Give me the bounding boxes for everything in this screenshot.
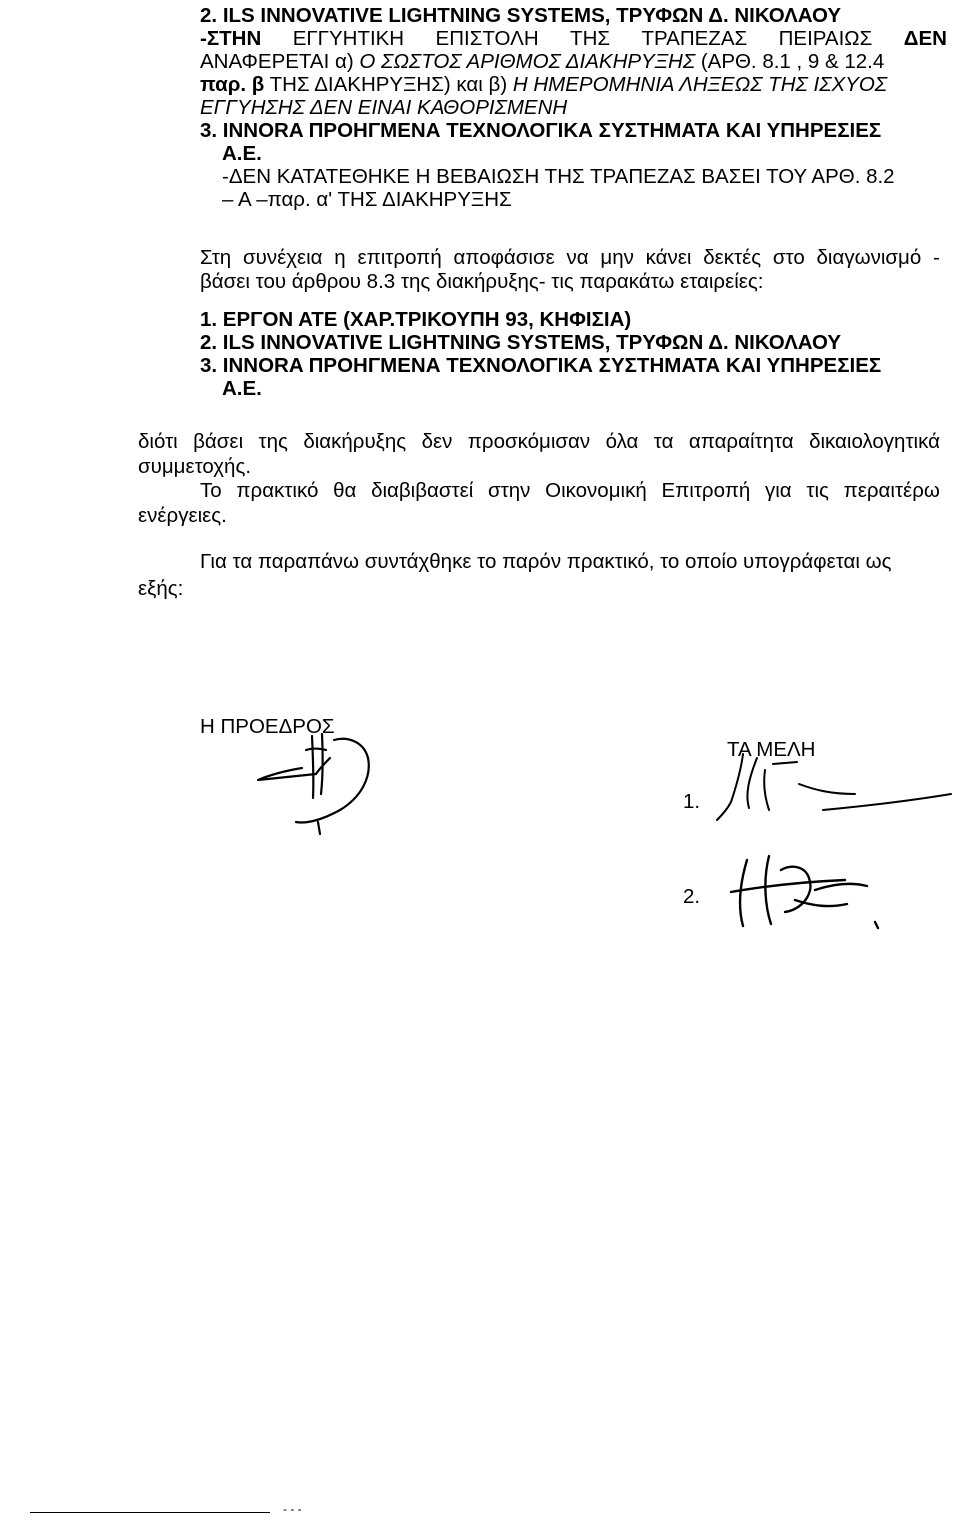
word: να bbox=[566, 246, 589, 269]
forward-line-1 bbox=[200, 479, 940, 503]
company-list-item bbox=[200, 354, 881, 378]
members-title: ΤΑ ΜΕΛΗ bbox=[727, 738, 816, 761]
word: θα bbox=[333, 479, 357, 502]
company-entry: 1. ΕΡΓΟΝ ΑΤΕ (ΧΑΡ.ΤΡΙΚΟΥΠΗ 93, ΚΗΦΙΣΙΑ) bbox=[200, 308, 632, 331]
word: διαγωνισμό bbox=[816, 246, 922, 269]
word: κάνει bbox=[645, 246, 692, 269]
word: επιτροπή bbox=[357, 246, 442, 269]
word: για bbox=[764, 479, 792, 502]
footer-dashes-text: - - - bbox=[283, 1502, 302, 1516]
text-run-italic: Η ΗΜΕΡΟΜΗΝΙΑ ΛΗΞΕΩΣ ΤΗΣ ΙΣΧΥΟΣ bbox=[512, 73, 888, 96]
member-1-signature-icon bbox=[705, 750, 957, 830]
word: πρακτικό bbox=[236, 479, 319, 502]
text-run: εξής: bbox=[138, 577, 184, 600]
forward-line-2 bbox=[138, 504, 227, 528]
word: διακήρυξης bbox=[303, 430, 407, 453]
word: ΠΕΙΡΑΙΩΣ bbox=[778, 27, 873, 50]
text-run-bold: παρ. β bbox=[200, 73, 265, 96]
member-2-signature-icon bbox=[725, 850, 895, 940]
text-run: (ΑΡΘ. 8.1 , 9 & 12.4 bbox=[700, 50, 885, 73]
footer-dashes bbox=[283, 1502, 302, 1516]
company-suffix: Α.Ε. bbox=[222, 142, 262, 165]
text-run: συμμετοχής. bbox=[138, 455, 252, 478]
word: στο bbox=[772, 246, 805, 269]
decision-line-1 bbox=[200, 246, 940, 270]
text-run: Για τα παραπάνω συντάχθηκε το παρόν πρακτικό, το οποίο υπογράφεται ως bbox=[200, 550, 892, 573]
word: δικαιολογητικά bbox=[809, 430, 940, 453]
text-run: – Α –παρ. α' ΤΗΣ ΔΙΑΚΗΡΥΞΗΣ bbox=[222, 188, 512, 211]
decision-line-2 bbox=[200, 270, 764, 294]
company-entry: 2. ILS INNOVATIVE LIGHTNING SYSTEMS, ΤΡΥΦΩΝ Δ. ΝΙΚΟΛΑΟΥ bbox=[200, 331, 842, 354]
text-run-italic: ΕΓΓΥΗΣΗΣ ΔΕΝ ΕΙΝΑΙ ΚΑΘΟΡΙΣΜΕΝΗ bbox=[200, 96, 568, 119]
word: τα bbox=[653, 430, 674, 453]
section-line-4 bbox=[200, 73, 887, 97]
closing-line-1 bbox=[200, 550, 892, 574]
item-number: 2. bbox=[200, 4, 218, 27]
chair-title: Η ΠΡΟΕΔΡΟΣ bbox=[200, 715, 335, 738]
section-line-6 bbox=[200, 119, 881, 143]
word: δεν bbox=[421, 430, 453, 453]
company-name: 3. INNORA ΠΡΟΗΓΜΕΝΑ ΤΕΧΝΟΛΟΓΙΚΑ ΣΥΣΤΗΜΑΤΑ ΚΑΙ ΥΠΗΡΕΣΙΕΣ bbox=[200, 119, 882, 142]
word: δεκτές bbox=[703, 246, 762, 269]
word: - bbox=[933, 246, 940, 269]
word: Επιτροπή bbox=[661, 479, 751, 502]
text-run: ενέργειες. bbox=[138, 504, 227, 527]
section-line-3 bbox=[200, 50, 884, 74]
word: βάσει bbox=[193, 430, 244, 453]
word: απαραίτητα bbox=[688, 430, 794, 453]
company-list-item bbox=[200, 331, 841, 355]
word: ΔΕΝ bbox=[903, 27, 947, 50]
text-run: ΑΝΑΦΕΡΕΤΑΙ α) bbox=[200, 50, 354, 73]
word: της bbox=[258, 430, 288, 453]
member-index: 1. bbox=[683, 790, 701, 813]
word: τις bbox=[806, 479, 829, 502]
member-index: 2. bbox=[683, 885, 701, 908]
text-run: -ΔΕΝ ΚΑΤΑΤΕΘΗΚΕ Η ΒΕΒΑΙΩΣΗ ΤΗΣ ΤΡΑΠΕΖΑΣ ΒΑΣΕΙ ΤΟΥ ΑΡΘ. 8.2 bbox=[222, 165, 895, 188]
company-entry: 3. INNORA ΠΡΟΗΓΜΕΝΑ ΤΕΧΝΟΛΟΓΙΚΑ ΣΥΣΤΗΜΑΤΑ ΚΑΙ ΥΠΗΡΕΣΙΕΣ bbox=[200, 354, 882, 377]
section-line-2 bbox=[200, 27, 947, 51]
word: η bbox=[334, 246, 346, 269]
section-line-8 bbox=[222, 165, 895, 189]
section-line-5 bbox=[200, 96, 567, 120]
word: Στη bbox=[200, 246, 232, 269]
footer-rule bbox=[30, 1512, 270, 1513]
word: ΕΓΓΥΗΤΙΚΗ bbox=[292, 27, 405, 50]
section-line-1 bbox=[200, 4, 841, 28]
closing-line-2 bbox=[138, 577, 183, 601]
company-entry: Α.Ε. bbox=[222, 377, 262, 400]
word: όλα bbox=[605, 430, 639, 453]
text-run-italic: Ο ΣΩΣΤΟΣ ΑΡΙΘΜΟΣ ΔΙΑΚΗΡΥΞΗΣ bbox=[359, 50, 696, 73]
member-1-number bbox=[683, 790, 700, 814]
word: προσκόμισαν bbox=[467, 430, 591, 453]
reason-line-2 bbox=[138, 455, 251, 479]
company-list-item bbox=[200, 308, 631, 332]
section-line-9 bbox=[222, 188, 512, 212]
member-2-number bbox=[683, 885, 700, 909]
word: ΕΠΙΣΤΟΛΗ bbox=[435, 27, 539, 50]
word: μην bbox=[600, 246, 634, 269]
word: διαβιβαστεί bbox=[371, 479, 474, 502]
section-line-7 bbox=[222, 142, 262, 166]
word: συνέχεια bbox=[242, 246, 323, 269]
word: Οικονομική bbox=[545, 479, 647, 502]
word: διότι bbox=[138, 430, 178, 453]
word: -ΣΤΗΝ bbox=[200, 27, 262, 50]
word: ΤΡΑΠΕΖΑΣ bbox=[641, 27, 748, 50]
reason-line-1 bbox=[138, 430, 940, 454]
word: περαιτέρω bbox=[843, 479, 940, 502]
word: στην bbox=[488, 479, 531, 502]
company-name: ILS INNOVATIVE LIGHTNING SYSTEMS, ΤΡΥΦΩΝ Δ. ΝΙΚΟΛΑΟΥ bbox=[222, 4, 842, 27]
word: αποφάσισε bbox=[453, 246, 555, 269]
word: Το bbox=[200, 479, 222, 502]
word: ΤΗΣ bbox=[570, 27, 611, 50]
text-run: ΤΗΣ ΔΙΑΚΗΡΥΞΗΣ) και β) bbox=[269, 73, 508, 96]
text-run: βάσει του άρθρου 8.3 της διακήρυξης- τις παρακάτω εταιρείες: bbox=[200, 270, 764, 293]
company-list-item bbox=[222, 377, 262, 401]
chair-signature-icon bbox=[250, 728, 400, 838]
